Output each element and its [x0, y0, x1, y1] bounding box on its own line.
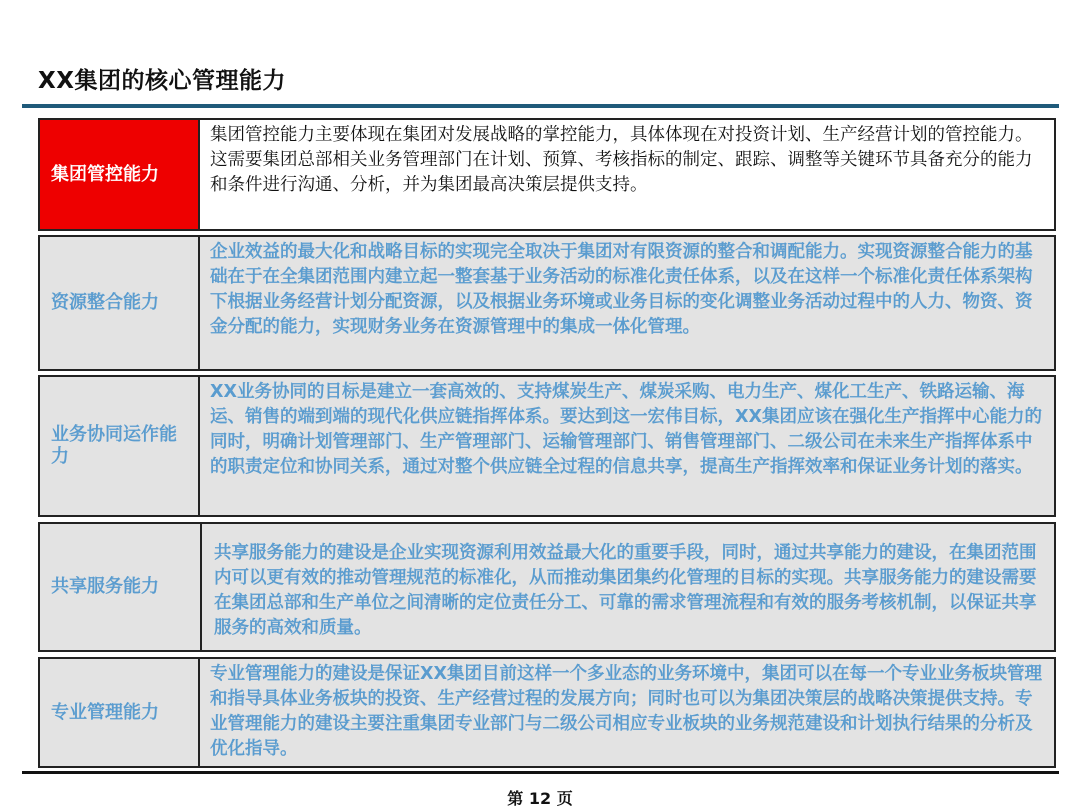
- footer-divider: [22, 771, 1059, 774]
- capability-label: 资源整合能力: [40, 237, 200, 369]
- capability-label: 共享服务能力: [40, 524, 202, 650]
- capability-description: 企业效益的最大化和战略目标的实现完全取决于集团对有限资源的整合和调配能力。实现资源整合能力的基础在于在全集团范围内建立起一整套基于业务活动的标准化责任体系，以及在这样一个标准化责任体系架构下根据业务经营计划分配资源，以及根据业务环境或业务目标的变化调整业务活动过程中的人力、物资、资金分配的能力，实现财务业务在资源管理中的集成一体化管理。: [200, 237, 1054, 369]
- capability-label: 业务协同运作能力: [40, 377, 200, 515]
- capability-row-shared-services: [38, 522, 1056, 652]
- capability-description: XX业务协同的目标是建立一套高效的、支持煤炭生产、煤炭采购、电力生产、煤化工生产、铁路运输、海运、销售的端到端的现代化供应链指挥体系。要达到这一宏伟目标，XX集团应该在强化生产指挥中心能力的同时，明确计划管理部门、生产管理部门、运输管理部门、销售管理部门、二级公司在未来生产指挥体系中的职责定位和协同关系，通过对整个供应链全过程的信息共享，提高生产指挥效率和保证业务计划的落实。: [200, 377, 1054, 515]
- capability-row-business-collaboration: [38, 375, 1056, 517]
- capability-label: 专业管理能力: [40, 659, 200, 766]
- capability-description: 共享服务能力的建设是企业实现资源利用效益最大化的重要手段，同时，通过共享能力的建设，在集团范围内可以更有效的推动管理规范的标准化，从而推动集团集约化管理的目标的实现。共享服务能力的建设需要在集团总部和生产单位之间清晰的定位责任分工、可靠的需求管理流程和有效的服务考核机制，以保证共享服务的高效和质量。: [202, 524, 1054, 650]
- page-title: XX集团的核心管理能力: [38, 68, 286, 94]
- title-divider: [22, 104, 1059, 108]
- capability-description: 专业管理能力的建设是保证XX集团目前这样一个多业态的业务环境中，集团可以在每一个专业业务板块管理和指导具体业务板块的投资、生产经营过程的发展方向；同时也可以为集团决策层的战略决策提供支持。专业管理能力的建设主要注重集团专业部门与二级公司相应专业板块的业务规范建设和计划执行结果的分析及优化指导。: [200, 659, 1054, 766]
- capability-label: 集团管控能力: [40, 120, 200, 229]
- page-number: 第 12 页: [507, 789, 573, 808]
- capability-description: 集团管控能力主要体现在集团对发展战略的掌控能力，具体体现在对投资计划、生产经营计划的管控能力。这需要集团总部相关业务管理部门在计划、预算、考核指标的制定、跟踪、调整等关键环节具备充分的能力和条件进行沟通、分析，并为集团最高决策层提供支持。: [200, 120, 1054, 229]
- capability-row-professional-management: [38, 657, 1056, 768]
- capability-row-group-control: [38, 118, 1056, 231]
- capability-row-resource-integration: [38, 235, 1056, 371]
